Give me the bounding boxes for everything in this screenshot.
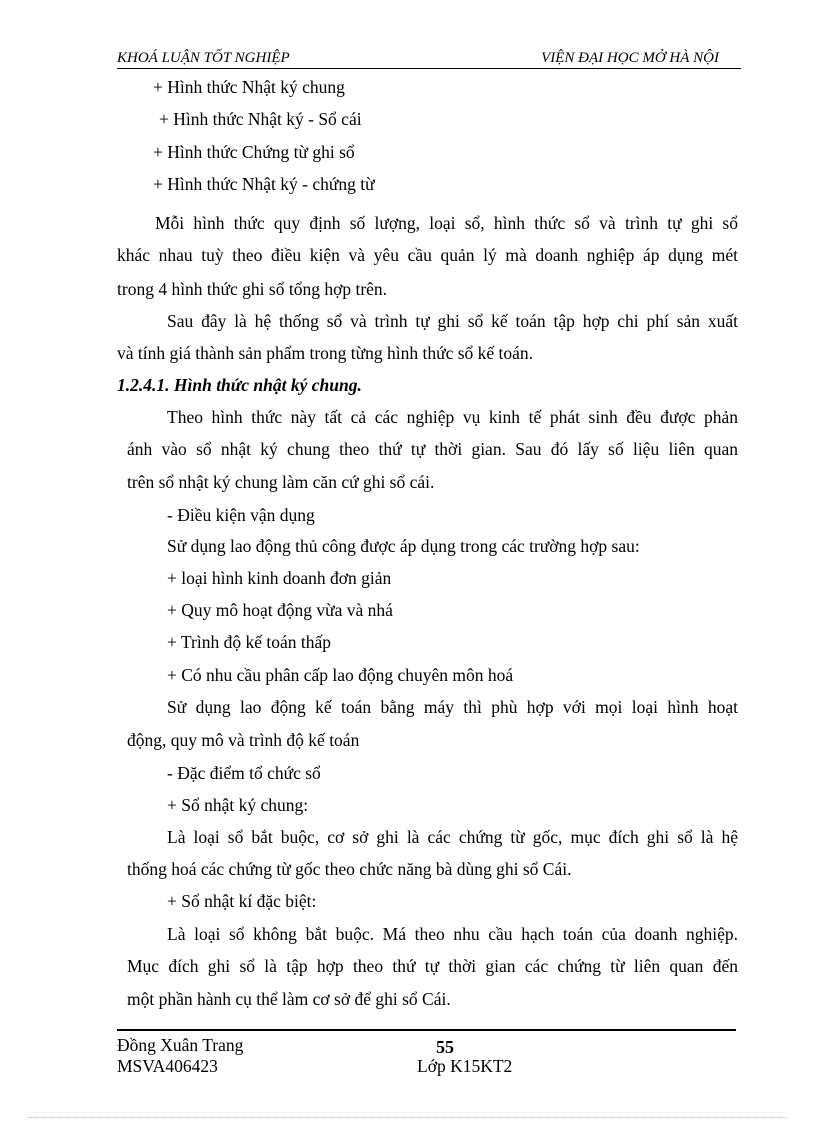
footer-class: Lớp K15KT2 [417,1056,513,1076]
list-item: + Hình thức Nhật ký - Sổ cái [159,109,362,129]
section-heading: 1.2.4.1. Hình thức nhật ký chung. [117,375,362,395]
paragraph-line: trong 4 hình thức ghi sổ tổng hợp trên. [117,279,388,299]
header-right-title: VIỆN ĐẠI HỌC MỞ HÀ NỘI [541,50,719,66]
paragraph-line: một phần hành cụ thể làm cơ sở để ghi sổ Cái. [127,989,451,1009]
list-item: + Hình thức Nhật ký - chứng từ [153,174,375,194]
page-number: 55 [436,1037,454,1057]
paragraph-line: Là loại sổ bắt buộc, cơ sở ghi là các chứng từ gốc, mục đích ghi sổ là hệ [167,827,738,847]
paragraph-line: Mục đích ghi sổ là tập hợp theo thứ tự thời gian các chứng từ liên quan đến [127,956,738,976]
paragraph-line: Mỗi hình thức quy định số lượng, loại sổ, hình thức sổ và trình tự ghi sổ [155,213,738,233]
paragraph-line: Là loại sổ không bắt buộc. Má theo nhu cầu hạch toán của doanh nghiệp. [167,924,738,944]
header-left-title: KHOÁ LUẬN TỐT NGHIỆP [117,50,290,66]
features-title: - Đặc điểm tổ chức sổ [167,763,321,783]
paragraph-line: ánh vào sổ nhật ký chung theo thứ tự thời gian. Sau đó lấy số liệu liên quan [127,439,738,459]
paragraph-line: khác nhau tuỳ theo điều kiện và yêu cầu quản lý mà doanh nghiệp áp dụng mét [117,245,738,265]
manual-intro: Sử dụng lao động thủ công được áp dụng trong các trường hợp sau: [167,536,640,556]
paragraph-line: trên sổ nhật ký chung làm căn cứ ghi sổ cái. [127,472,435,492]
paragraph-line: thống hoá các chứng từ gốc theo chức năng bà dùng ghi sổ Cái. [127,859,572,879]
conditions-title: - Điều kiện vận dụng [167,505,315,525]
footer-author: Đồng Xuân Trang [117,1035,244,1055]
general-journal-title: + Sổ nhật ký chung: [167,795,309,815]
special-journal-title: + Sổ nhật kí đặc biệt: [167,891,317,911]
list-item: + Hình thức Chứng từ ghi sổ [153,142,355,162]
list-item: + loại hình kinh doanh đơn giản [167,568,392,588]
list-item: + Trình độ kế toán thấp [167,632,331,652]
paragraph-line: Sử dụng lao động kế toán bằng máy thì phù hợp với mọi loại hình hoạt [167,697,738,717]
page-header [117,48,741,69]
footer-student-id: MSVA406423 [117,1056,218,1076]
paragraph-line: và tính giá thành sản phẩm trong từng hình thức sổ kế toán. [117,343,534,363]
paragraph-line: Theo hình thức này tất cả các nghiệp vụ kinh tế phát sinh đều được phản [167,407,738,427]
list-item: + Quy mô hoạt động vừa và nhá [167,600,393,620]
list-item: + Hình thức Nhật ký chung [153,77,345,97]
footer-divider [117,1029,736,1031]
paragraph-line: động, quy mô và trình độ kế toán [127,730,360,750]
list-item: + Có nhu cầu phân cấp lao động chuyên môn hoá [167,665,514,685]
paragraph-line: Sau đây là hệ thống sổ và trình tự ghi sổ kế toán tập hợp chi phí sản xuất [167,311,738,331]
page-bottom-edge [28,1117,788,1118]
